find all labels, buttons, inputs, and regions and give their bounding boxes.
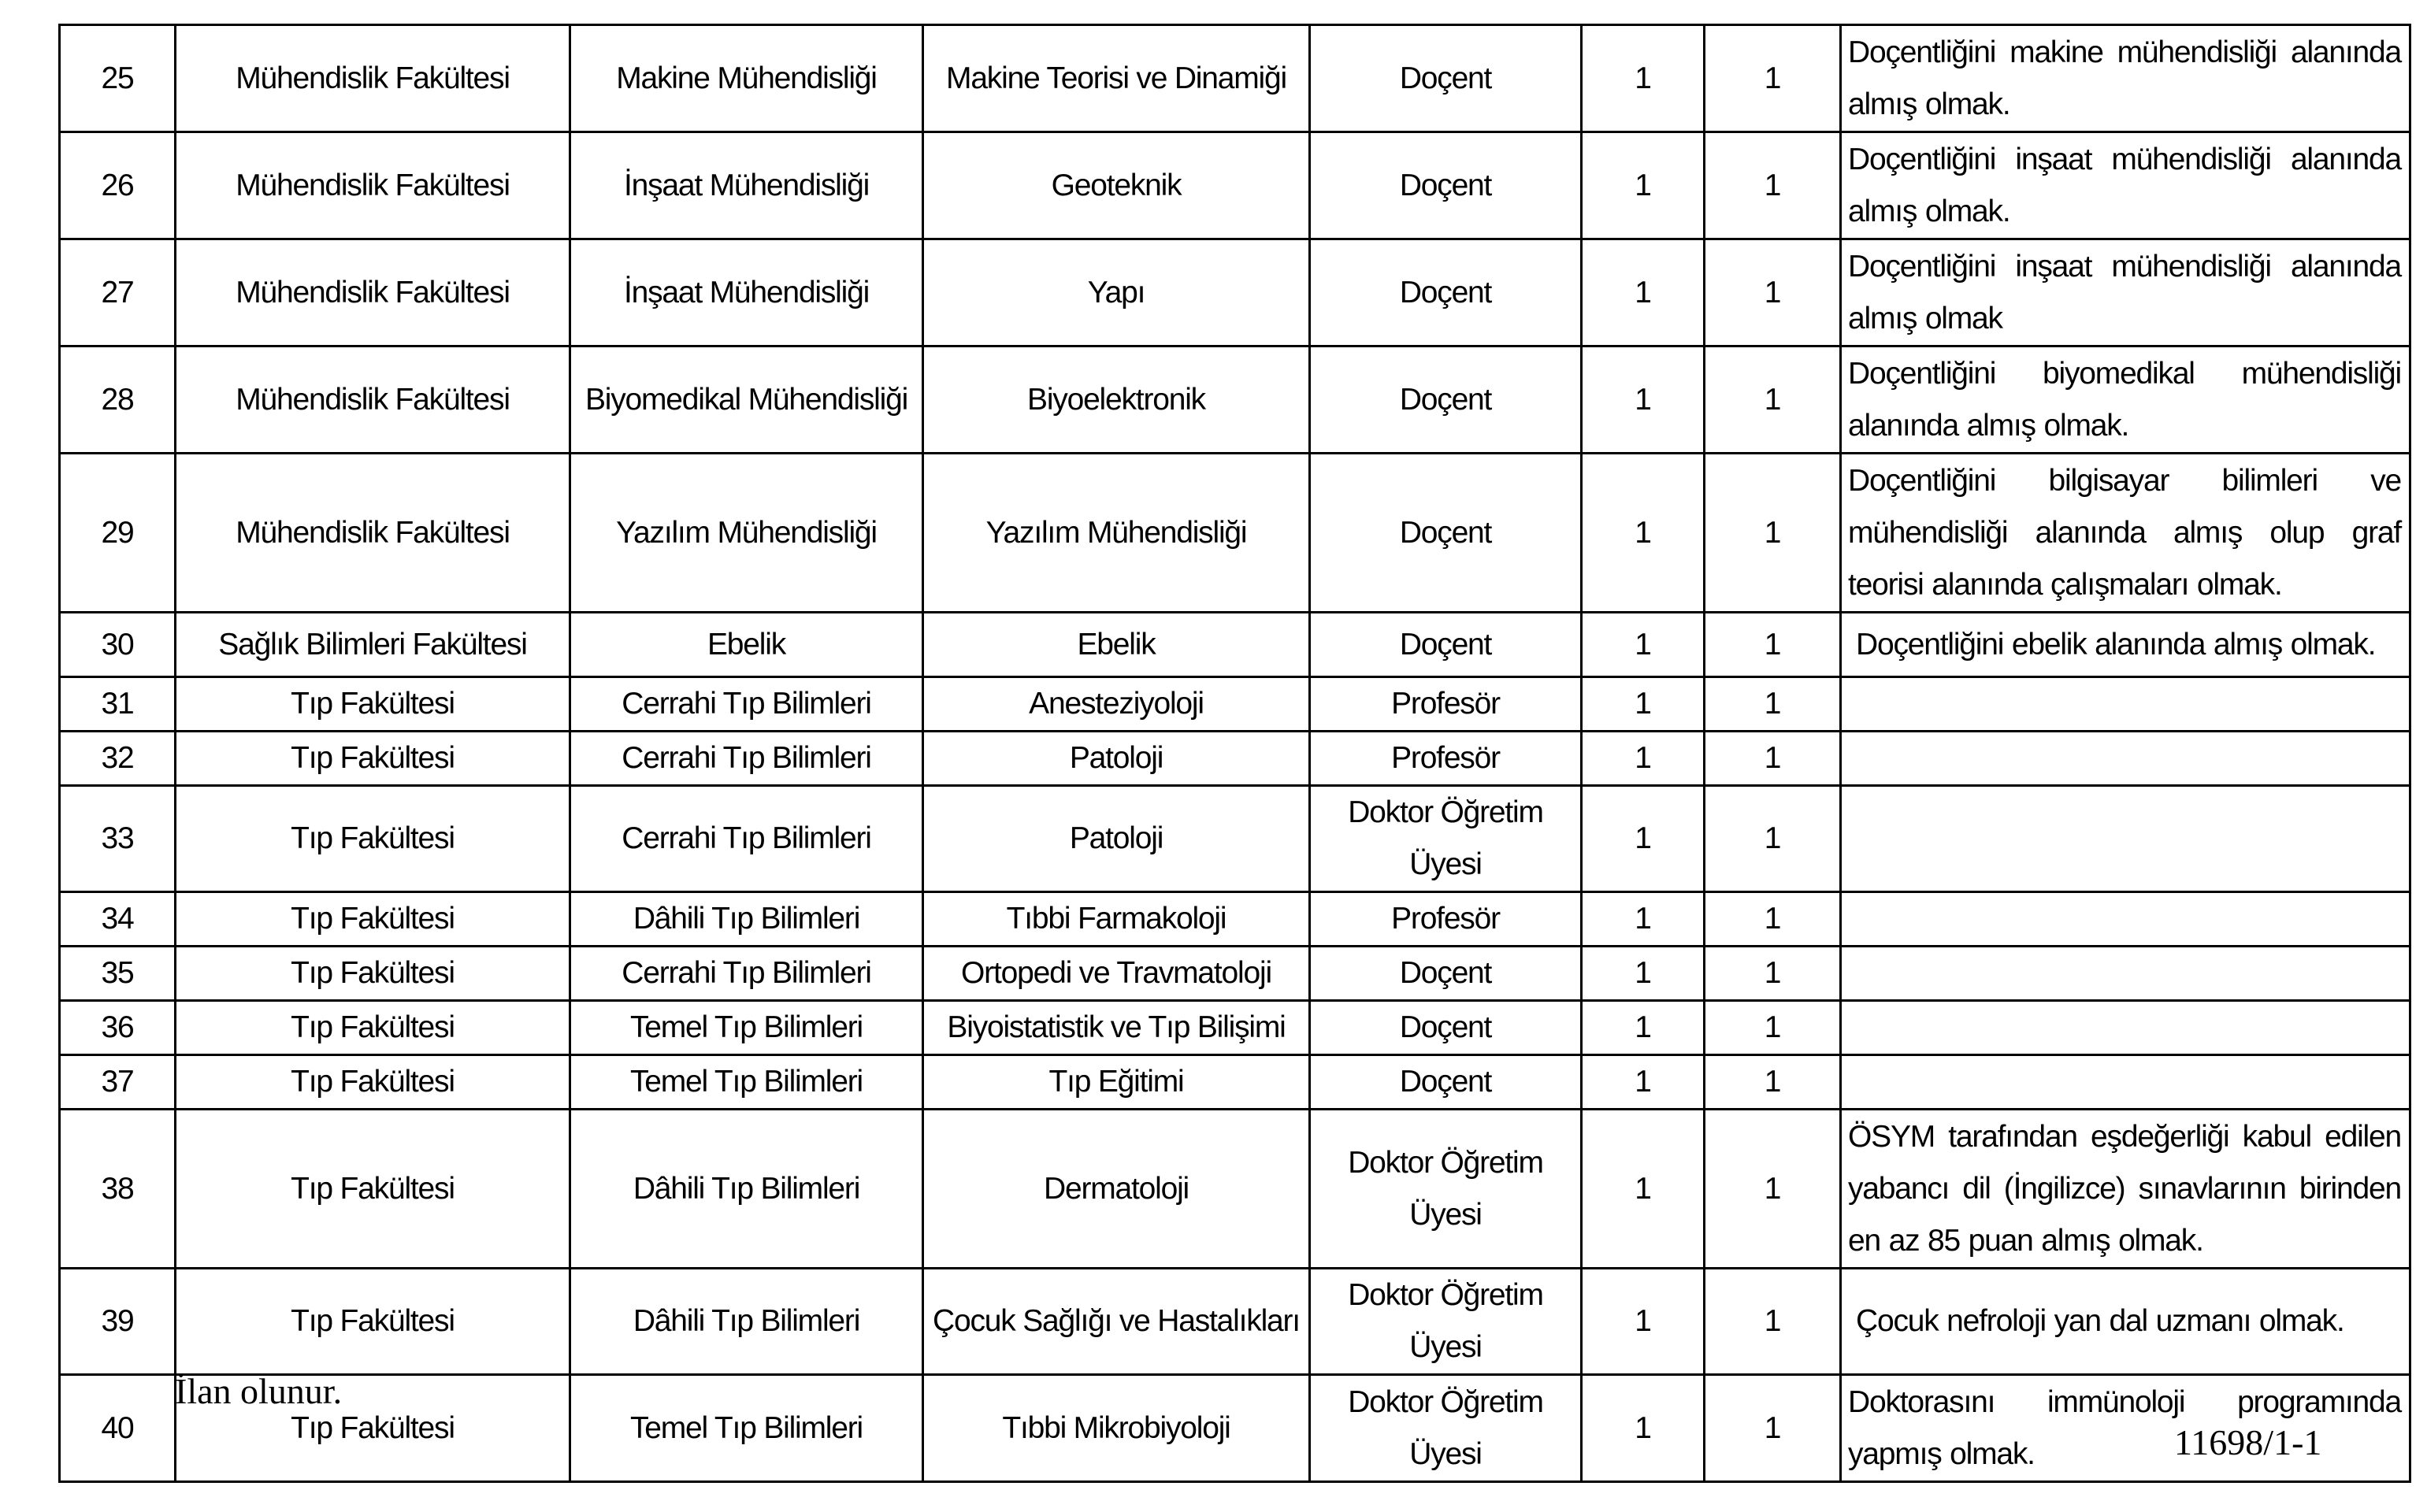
cell-faculty: Mühendislik Fakültesi bbox=[176, 25, 570, 132]
cell-count: 1 bbox=[1705, 677, 1841, 732]
cell-department: Temel Tıp Bilimleri bbox=[570, 1001, 923, 1055]
cell-field: Çocuk Sağlığı ve Hastalıkları bbox=[923, 1269, 1310, 1375]
cell-no: 30 bbox=[60, 613, 176, 677]
cell-note: Doçentliğini inşaat mühendisliği alanında almış olmak. bbox=[1841, 132, 2410, 239]
cell-no: 36 bbox=[60, 1001, 176, 1055]
cell-faculty: Mühendislik Fakültesi bbox=[176, 239, 570, 346]
cell-title: Doçent bbox=[1310, 346, 1582, 454]
cell-no: 33 bbox=[60, 786, 176, 892]
cell-field: Tıbbi Farmakoloji bbox=[923, 892, 1310, 947]
cell-department: Cerrahi Tıp Bilimleri bbox=[570, 677, 923, 732]
cell-count: 1 bbox=[1705, 732, 1841, 786]
cell-count: 1 bbox=[1705, 239, 1841, 346]
cell-faculty: Tıp Fakültesi bbox=[176, 947, 570, 1001]
cell-no: 31 bbox=[60, 677, 176, 732]
cell-degree: 1 bbox=[1582, 132, 1705, 239]
cell-no: 37 bbox=[60, 1055, 176, 1110]
cell-count: 1 bbox=[1705, 1269, 1841, 1375]
cell-degree: 1 bbox=[1582, 677, 1705, 732]
cell-title: Doktor Öğretim Üyesi bbox=[1310, 786, 1582, 892]
cell-department: Cerrahi Tıp Bilimleri bbox=[570, 947, 923, 1001]
cell-note bbox=[1841, 786, 2410, 892]
table-row bbox=[60, 613, 2410, 677]
cell-degree: 1 bbox=[1582, 1269, 1705, 1375]
cell-title: Profesör bbox=[1310, 677, 1582, 732]
cell-count: 1 bbox=[1705, 132, 1841, 239]
cell-count: 1 bbox=[1705, 786, 1841, 892]
cell-field: Tıp Eğitimi bbox=[923, 1055, 1310, 1110]
cell-degree: 1 bbox=[1582, 1055, 1705, 1110]
cell-faculty: Tıp Fakültesi bbox=[176, 1269, 570, 1375]
table-row bbox=[60, 132, 2410, 239]
table-row bbox=[60, 677, 2410, 732]
cell-title: Doçent bbox=[1310, 947, 1582, 1001]
cell-field: Makine Teorisi ve Dinamiği bbox=[923, 25, 1310, 132]
cell-department: Cerrahi Tıp Bilimleri bbox=[570, 732, 923, 786]
cell-faculty: Sağlık Bilimleri Fakültesi bbox=[176, 613, 570, 677]
cell-no: 39 bbox=[60, 1269, 176, 1375]
cell-title: Doktor Öğretim Üyesi bbox=[1310, 1269, 1582, 1375]
cell-count: 1 bbox=[1705, 1375, 1841, 1482]
cell-faculty: Tıp Fakültesi bbox=[176, 1055, 570, 1110]
table-row bbox=[60, 1110, 2410, 1269]
cell-count: 1 bbox=[1705, 1001, 1841, 1055]
cell-department: Cerrahi Tıp Bilimleri bbox=[570, 786, 923, 892]
cell-count: 1 bbox=[1705, 346, 1841, 454]
table-row bbox=[60, 892, 2410, 947]
cell-note: Doçentliğini makine mühendisliği alanında almış olmak. bbox=[1841, 25, 2410, 132]
cell-faculty: Tıp Fakültesi bbox=[176, 892, 570, 947]
cell-note bbox=[1841, 1055, 2410, 1110]
cell-field: Patoloji bbox=[923, 786, 1310, 892]
cell-count: 1 bbox=[1705, 25, 1841, 132]
table-row bbox=[60, 1001, 2410, 1055]
table-row bbox=[60, 786, 2410, 892]
cell-note: Doktorasını immünoloji programında yapmış olmak. bbox=[1841, 1375, 2410, 1482]
cell-title: Doçent bbox=[1310, 132, 1582, 239]
table-row bbox=[60, 346, 2410, 454]
cell-title: Doçent bbox=[1310, 613, 1582, 677]
table-row bbox=[60, 454, 2410, 613]
cell-field: Yapı bbox=[923, 239, 1310, 346]
cell-faculty: Mühendislik Fakültesi bbox=[176, 454, 570, 613]
cell-title: Doçent bbox=[1310, 454, 1582, 613]
cell-note: Çocuk nefroloji yan dal uzmanı olmak. bbox=[1841, 1269, 2410, 1375]
cell-faculty: Tıp Fakültesi bbox=[176, 786, 570, 892]
cell-note bbox=[1841, 732, 2410, 786]
cell-department: Biyomedikal Mühendisliği bbox=[570, 346, 923, 454]
table-row bbox=[60, 732, 2410, 786]
table-row bbox=[60, 25, 2410, 132]
cell-field: Tıbbi Mikrobiyoloji bbox=[923, 1375, 1310, 1482]
cell-department: Temel Tıp Bilimleri bbox=[570, 1055, 923, 1110]
cell-no: 40 bbox=[60, 1375, 176, 1482]
cell-field: Dermatoloji bbox=[923, 1110, 1310, 1269]
cell-title: Doçent bbox=[1310, 1055, 1582, 1110]
positions-table bbox=[58, 24, 2411, 1483]
cell-title: Doktor Öğretim Üyesi bbox=[1310, 1110, 1582, 1269]
cell-note: Doçentliğini ebelik alanında almış olmak. bbox=[1841, 613, 2410, 677]
cell-field: Biyoistatistik ve Tıp Bilişimi bbox=[923, 1001, 1310, 1055]
cell-degree: 1 bbox=[1582, 1001, 1705, 1055]
cell-no: 28 bbox=[60, 346, 176, 454]
cell-title: Profesör bbox=[1310, 732, 1582, 786]
cell-department: Yazılım Mühendisliği bbox=[570, 454, 923, 613]
cell-no: 27 bbox=[60, 239, 176, 346]
cell-degree: 1 bbox=[1582, 947, 1705, 1001]
cell-count: 1 bbox=[1705, 1055, 1841, 1110]
cell-degree: 1 bbox=[1582, 613, 1705, 677]
cell-title: Doçent bbox=[1310, 25, 1582, 132]
cell-degree: 1 bbox=[1582, 239, 1705, 346]
cell-field: Yazılım Mühendisliği bbox=[923, 454, 1310, 613]
cell-faculty: Mühendislik Fakültesi bbox=[176, 132, 570, 239]
cell-title: Doçent bbox=[1310, 1001, 1582, 1055]
table-row bbox=[60, 1055, 2410, 1110]
cell-degree: 1 bbox=[1582, 892, 1705, 947]
table-row bbox=[60, 239, 2410, 346]
cell-count: 1 bbox=[1705, 1110, 1841, 1269]
cell-title: Profesör bbox=[1310, 892, 1582, 947]
cell-note: Doçentliğini bilgisayar bilimleri ve mühendisliği alanında almış olup graf teorisi alanında çalışmaları olmak. bbox=[1841, 454, 2410, 613]
cell-title: Doktor Öğretim Üyesi bbox=[1310, 1375, 1582, 1482]
cell-field: Geoteknik bbox=[923, 132, 1310, 239]
cell-degree: 1 bbox=[1582, 732, 1705, 786]
cell-note bbox=[1841, 1001, 2410, 1055]
cell-count: 1 bbox=[1705, 613, 1841, 677]
cell-note: ÖSYM tarafından eşdeğerliği kabul edilen yabancı dil (İngilizce) sınavlarının birinden en az 85 puan almış olmak. bbox=[1841, 1110, 2410, 1269]
cell-field: Anesteziyoloji bbox=[923, 677, 1310, 732]
cell-department: Temel Tıp Bilimleri bbox=[570, 1375, 923, 1482]
cell-field: Ortopedi ve Travmatoloji bbox=[923, 947, 1310, 1001]
cell-count: 1 bbox=[1705, 947, 1841, 1001]
cell-degree: 1 bbox=[1582, 1375, 1705, 1482]
cell-department: Dâhili Tıp Bilimleri bbox=[570, 1269, 923, 1375]
cell-field: Patoloji bbox=[923, 732, 1310, 786]
reference-code: 11698/1-1 bbox=[2174, 1422, 2322, 1462]
cell-faculty: Tıp Fakültesi bbox=[176, 1110, 570, 1269]
table-row bbox=[60, 1375, 2410, 1482]
closing-text: İlan olunur. bbox=[175, 1371, 343, 1411]
cell-note bbox=[1841, 677, 2410, 732]
cell-degree: 1 bbox=[1582, 1110, 1705, 1269]
cell-faculty: Tıp Fakültesi bbox=[176, 1001, 570, 1055]
cell-no: 26 bbox=[60, 132, 176, 239]
cell-department: Dâhili Tıp Bilimleri bbox=[570, 892, 923, 947]
cell-degree: 1 bbox=[1582, 25, 1705, 132]
cell-note bbox=[1841, 892, 2410, 947]
cell-count: 1 bbox=[1705, 892, 1841, 947]
cell-no: 32 bbox=[60, 732, 176, 786]
cell-department: İnşaat Mühendisliği bbox=[570, 239, 923, 346]
cell-no: 29 bbox=[60, 454, 176, 613]
cell-field: Biyoelektronik bbox=[923, 346, 1310, 454]
table-row bbox=[60, 1269, 2410, 1375]
cell-department: Ebelik bbox=[570, 613, 923, 677]
cell-degree: 1 bbox=[1582, 346, 1705, 454]
cell-note bbox=[1841, 947, 2410, 1001]
cell-department: Makine Mühendisliği bbox=[570, 25, 923, 132]
cell-department: İnşaat Mühendisliği bbox=[570, 132, 923, 239]
cell-degree: 1 bbox=[1582, 454, 1705, 613]
cell-note: Doçentliğini inşaat mühendisliği alanında almış olmak bbox=[1841, 239, 2410, 346]
cell-field: Ebelik bbox=[923, 613, 1310, 677]
cell-note: Doçentliğini biyomedikal mühendisliği alanında almış olmak. bbox=[1841, 346, 2410, 454]
cell-title: Doçent bbox=[1310, 239, 1582, 346]
table-row bbox=[60, 947, 2410, 1001]
cell-department: Dâhili Tıp Bilimleri bbox=[570, 1110, 923, 1269]
cell-faculty: Tıp Fakültesi bbox=[176, 732, 570, 786]
cell-no: 35 bbox=[60, 947, 176, 1001]
cell-no: 34 bbox=[60, 892, 176, 947]
cell-faculty: Tıp Fakültesi bbox=[176, 677, 570, 732]
cell-faculty: Mühendislik Fakültesi bbox=[176, 346, 570, 454]
cell-faculty: Tıp Fakültesi bbox=[176, 1375, 570, 1482]
cell-count: 1 bbox=[1705, 454, 1841, 613]
cell-no: 25 bbox=[60, 25, 176, 132]
cell-no: 38 bbox=[60, 1110, 176, 1269]
cell-degree: 1 bbox=[1582, 786, 1705, 892]
